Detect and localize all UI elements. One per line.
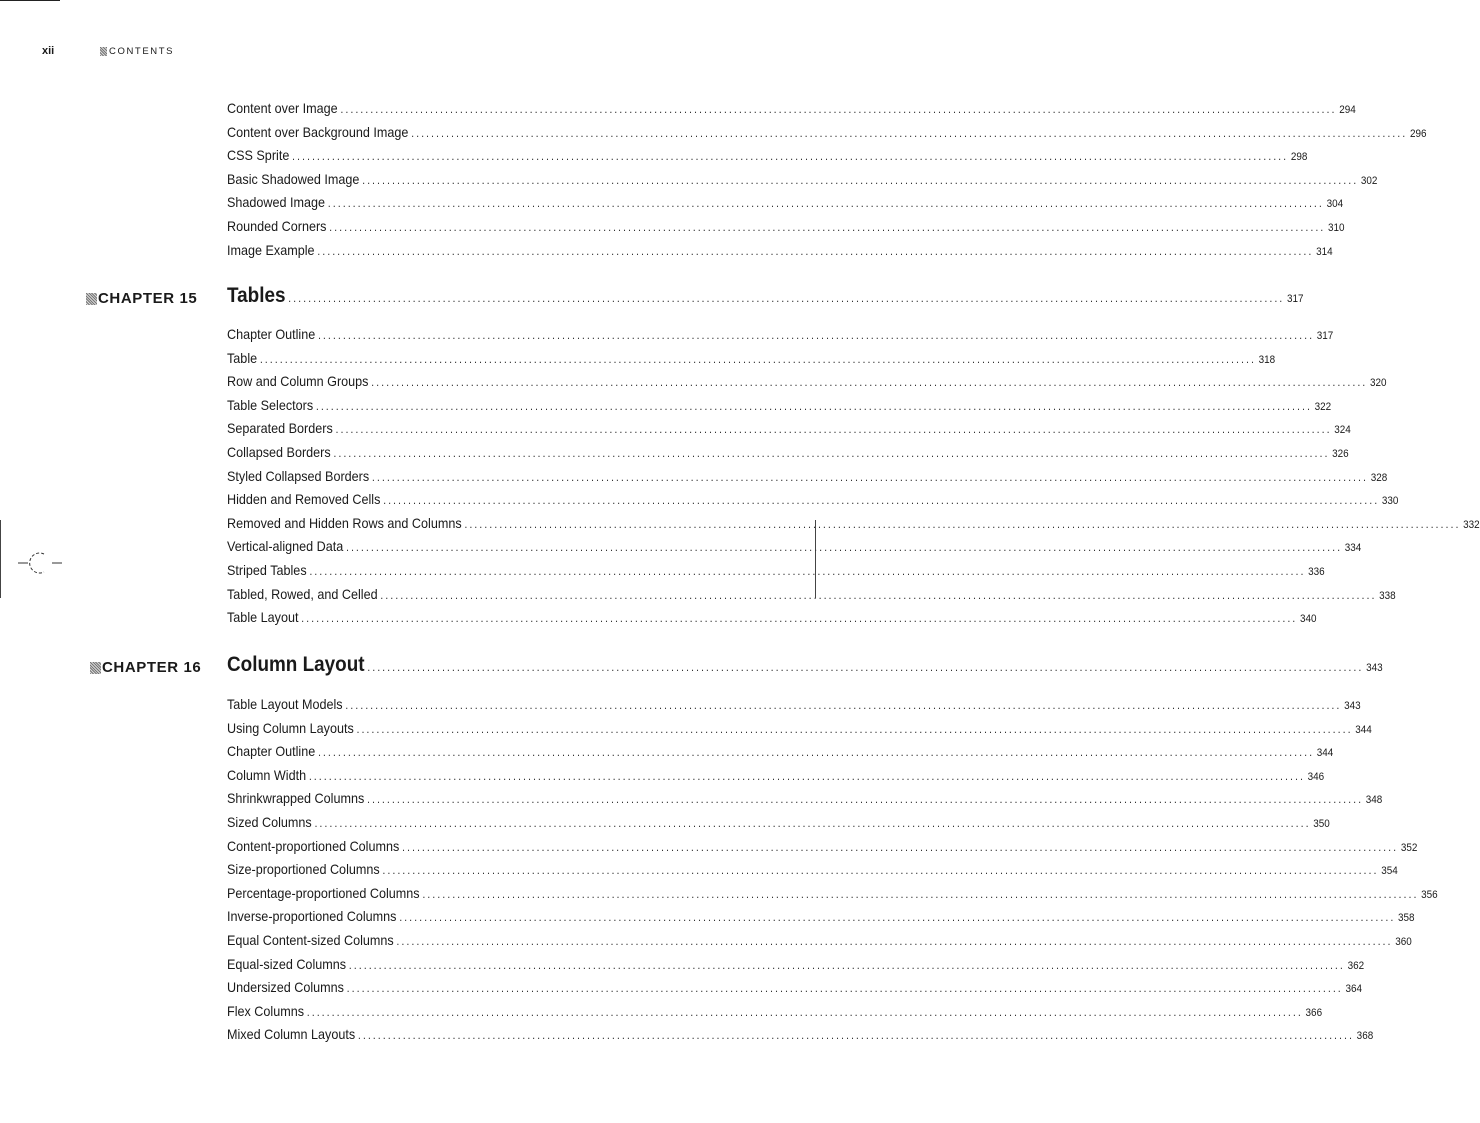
toc-entry-title: Image Example: [227, 241, 315, 258]
toc-entry[interactable]: [227, 905, 1415, 927]
dot-leader: ........................................................................................................................................................................................................: [396, 934, 1393, 948]
dot-leader: ........................................................................................................................................................................................................: [327, 196, 1324, 211]
toc-entry-page: 328: [1370, 471, 1388, 484]
toc-entry[interactable]: [227, 929, 1412, 951]
dot-leader: ........................................................................................................................................................................................................: [317, 243, 1314, 258]
toc-entry[interactable]: [227, 239, 1333, 261]
running-head-text: CONTENTS: [109, 45, 175, 57]
toc-entry[interactable]: [227, 370, 1387, 392]
toc-entry-page: 354: [1381, 865, 1398, 878]
dot-leader: ........................................................................................................................................................................................................: [399, 910, 1396, 925]
dot-leader: ........................................................................................................................................................................................................: [348, 957, 1345, 972]
toc-entry[interactable]: [227, 488, 1399, 510]
toc-entry-title: Shadowed Image: [227, 194, 326, 211]
dot-leader: ........................................................................................................................................................................................................: [315, 398, 1312, 413]
chapter-label: [90, 659, 201, 676]
toc-entry[interactable]: [227, 882, 1438, 904]
toc-entry-title: Styled Collapsed Borders: [227, 467, 370, 484]
toc-entry-page: 336: [1308, 566, 1325, 578]
toc-entry-page: 322: [1314, 400, 1332, 413]
toc-entry[interactable]: [227, 1000, 1323, 1022]
toc-entry-title: Table Layout: [227, 609, 299, 626]
toc-entry-page: 317: [1316, 330, 1334, 342]
toc-entry-page: 310: [1327, 222, 1345, 234]
toc-entry-page: 324: [1334, 424, 1351, 437]
chapter-title: Tables: [227, 284, 286, 307]
toc-entry-page: 320: [1369, 377, 1387, 390]
toc-entry[interactable]: [227, 512, 1480, 534]
toc-entry-title: Rounded Corners: [227, 218, 327, 234]
dot-leader: ........................................................................................................................................................................................................: [329, 220, 1326, 234]
toc-entry[interactable]: [227, 215, 1345, 237]
dot-leader: ........................................................................................................................................................................................................: [308, 768, 1305, 783]
toc-entry[interactable]: [227, 1023, 1374, 1045]
dot-leader: ........................................................................................................................................................................................................: [345, 698, 1342, 712]
toc-entry-title: Content over Background Image: [227, 123, 409, 140]
toc-entry[interactable]: [227, 953, 1365, 975]
toc-entry-title: Chapter Outline: [227, 743, 316, 760]
dot-leader: ........................................................................................................................................................................................................: [367, 660, 1364, 674]
chapter-label-text: CHAPTER 15: [98, 290, 198, 307]
toc-entry-page: 318: [1258, 353, 1276, 366]
toc-entry-title: Shrinkwrapped Columns: [227, 790, 365, 807]
toc-entry-title: Undersized Columns: [227, 979, 344, 996]
toc-entry-title: Striped Tables: [227, 562, 307, 578]
toc-entry[interactable]: [227, 144, 1308, 166]
dot-leader: ........................................................................................................................................................................................................: [333, 446, 1330, 460]
chapter-label: [86, 290, 197, 307]
toc-entry-title: Inverse-proportioned Columns: [227, 908, 397, 925]
dot-leader: ........................................................................................................................................................................................................: [402, 839, 1399, 854]
toc-entry[interactable]: [227, 465, 1388, 487]
toc-entry[interactable]: [227, 535, 1362, 557]
dot-leader: ........................................................................................................................................................................................................: [380, 587, 1377, 602]
dot-leader: ........................................................................................................................................................................................................: [301, 611, 1298, 626]
toc-entry-page: 304: [1326, 198, 1344, 211]
toc-entry[interactable]: [227, 811, 1330, 833]
toc-entry-page: 348: [1365, 794, 1383, 807]
toc-entry-title: Collapsed Borders: [227, 444, 331, 460]
toc-entry-page: 343: [1344, 700, 1361, 712]
toc-entry-title: CSS Sprite: [227, 147, 290, 164]
dot-leader: ........................................................................................................................................................................................................: [362, 172, 1359, 187]
toc-entry-page: 340: [1299, 613, 1317, 626]
toc-entry-title: Mixed Column Layouts: [227, 1026, 356, 1043]
dot-leader: ........................................................................................................................................................................................................: [366, 792, 1364, 807]
toc-entry-page: 344: [1355, 723, 1372, 736]
chapter-page: 317: [1286, 293, 1304, 305]
toc-entry[interactable]: [227, 168, 1378, 190]
toc-entry-title: Table: [227, 349, 258, 366]
dot-leader: ........................................................................................................................................................................................................: [335, 422, 1332, 437]
toc-entry-page: 314: [1316, 245, 1333, 258]
toc-entry-title: Separated Borders: [227, 420, 333, 437]
toc-entry-title: Vertical-aligned Data: [227, 538, 344, 555]
dot-leader: ........................................................................................................................................................................................................: [382, 863, 1379, 878]
shade-square-icon: [86, 293, 97, 305]
toc-entry-title: Equal-sized Columns: [227, 955, 347, 972]
dot-leader: ........................................................................................................................................................................................................: [259, 351, 1256, 366]
dot-leader: ........................................................................................................................................................................................................: [340, 102, 1337, 116]
toc-entry-page: 334: [1344, 542, 1362, 555]
toc-entry[interactable]: [227, 764, 1325, 786]
toc-entry[interactable]: [227, 97, 1356, 119]
toc-entry-title: Column Width: [227, 766, 307, 783]
dot-leader: ........................................................................................................................................................................................................: [317, 328, 1315, 342]
dot-leader: ........................................................................................................................................................................................................: [309, 564, 1306, 578]
toc-entry-page: 294: [1339, 104, 1356, 116]
chapter-title-row: [227, 284, 1304, 308]
toc-entry-page: 332: [1463, 518, 1480, 531]
shade-square-icon: [90, 662, 101, 674]
toc-entry-page: 362: [1347, 959, 1365, 972]
toc-entry-title: Sized Columns: [227, 814, 312, 830]
toc-entry-page: 358: [1398, 912, 1415, 925]
chapter-title: Column Layout: [227, 653, 365, 676]
chapter-title-row: [227, 653, 1383, 677]
toc-entry-page: 356: [1421, 888, 1438, 901]
toc-entry-title: Size-proportioned Columns: [227, 861, 380, 878]
toc-entry[interactable]: [227, 693, 1361, 715]
toc-entry-page: 330: [1381, 495, 1399, 508]
toc-entry[interactable]: [227, 787, 1383, 809]
toc-entry-title: Hidden and Removed Cells: [227, 491, 381, 508]
dot-leader: ........................................................................................................................................................................................................: [306, 1004, 1303, 1019]
toc-entry-page: 368: [1356, 1030, 1374, 1043]
dot-leader: ........................................................................................................................................................................................................: [357, 1028, 1354, 1043]
toc-entry[interactable]: [227, 441, 1349, 463]
toc-entry-page: 302: [1360, 174, 1378, 187]
toc-entry-title: Chapter Outline: [227, 326, 316, 342]
toc-entry-title: Table Selectors: [227, 396, 314, 413]
dot-leader: ........................................................................................................................................................................................................: [292, 149, 1289, 164]
toc-entry-title: Percentage-proportioned Columns: [227, 884, 420, 901]
dot-leader: ........................................................................................................................................................................................................: [345, 540, 1343, 555]
toc-entry-title: Equal Content-sized Columns: [227, 932, 394, 948]
chapter-label-text: CHAPTER 16: [102, 659, 202, 676]
toc-entry[interactable]: [227, 835, 1418, 857]
toc-entry-title: Content-proportioned Columns: [227, 837, 400, 854]
toc-entry-page: 344: [1316, 747, 1334, 760]
toc-entry-page: 366: [1305, 1006, 1323, 1019]
toc-entry[interactable]: [227, 347, 1276, 369]
toc-entry-title: Tabled, Rowed, and Celled: [227, 585, 378, 602]
toc-entry[interactable]: [227, 858, 1398, 880]
toc-entry-page: 346: [1307, 770, 1325, 783]
chapter-heading[interactable]: [0, 653, 1383, 681]
page-number: xii: [42, 45, 55, 57]
dot-leader: ........................................................................................................................................................................................................: [422, 886, 1419, 901]
dot-leader: ........................................................................................................................................................................................................: [411, 125, 1408, 140]
toc-entry[interactable]: [227, 583, 1396, 605]
dot-leader: ........................................................................................................................................................................................................: [317, 745, 1315, 760]
toc-entry[interactable]: [227, 740, 1334, 762]
toc-entry-title: Using Column Layouts: [227, 719, 354, 736]
toc-entry[interactable]: [227, 121, 1427, 143]
toc-entry-page: 364: [1345, 983, 1362, 996]
toc-entry[interactable]: [227, 394, 1332, 416]
toc-entry-page: 350: [1313, 818, 1330, 830]
dot-leader: ........................................................................................................................................................................................................: [371, 375, 1368, 390]
toc-entry-page: 360: [1395, 936, 1412, 948]
toc-entry[interactable]: [227, 417, 1351, 439]
dot-leader: ........................................................................................................................................................................................................: [371, 469, 1369, 484]
toc-entry-page: 338: [1379, 589, 1396, 602]
toc-entry[interactable]: [227, 717, 1372, 739]
toc-entry-title: Table Layout Models: [227, 696, 343, 712]
toc-entry-title: Removed and Hidden Rows and Columns: [227, 514, 462, 531]
toc-entry-title: Basic Shadowed Image: [227, 170, 360, 187]
dot-leader: ........................................................................................................................................................................................................: [464, 516, 1461, 531]
toc-entry-page: 298: [1290, 151, 1308, 164]
toc-entry-title: Flex Columns: [227, 1002, 305, 1019]
toc-entry[interactable]: [227, 606, 1317, 628]
toc-entry-page: 296: [1409, 127, 1427, 140]
toc-entry[interactable]: [227, 976, 1362, 998]
toc-entry[interactable]: [227, 559, 1325, 581]
toc-entry-page: 352: [1400, 841, 1418, 854]
chapter-heading[interactable]: [0, 284, 1304, 312]
dot-leader: ........................................................................................................................................................................................................: [346, 981, 1343, 996]
dot-leader: ........................................................................................................................................................................................................: [288, 291, 1285, 305]
toc-entry-page: 326: [1332, 448, 1349, 460]
chapter-page: 343: [1366, 662, 1383, 674]
dot-leader: ........................................................................................................................................................................................................: [314, 816, 1311, 830]
dot-leader: ........................................................................................................................................................................................................: [383, 493, 1380, 508]
toc-entry[interactable]: [227, 323, 1334, 345]
toc-entry-title: Row and Column Groups: [227, 373, 369, 390]
toc-entry-title: Content over Image: [227, 100, 338, 116]
toc-entry[interactable]: [227, 191, 1344, 213]
dot-leader: ........................................................................................................................................................................................................: [356, 721, 1353, 736]
